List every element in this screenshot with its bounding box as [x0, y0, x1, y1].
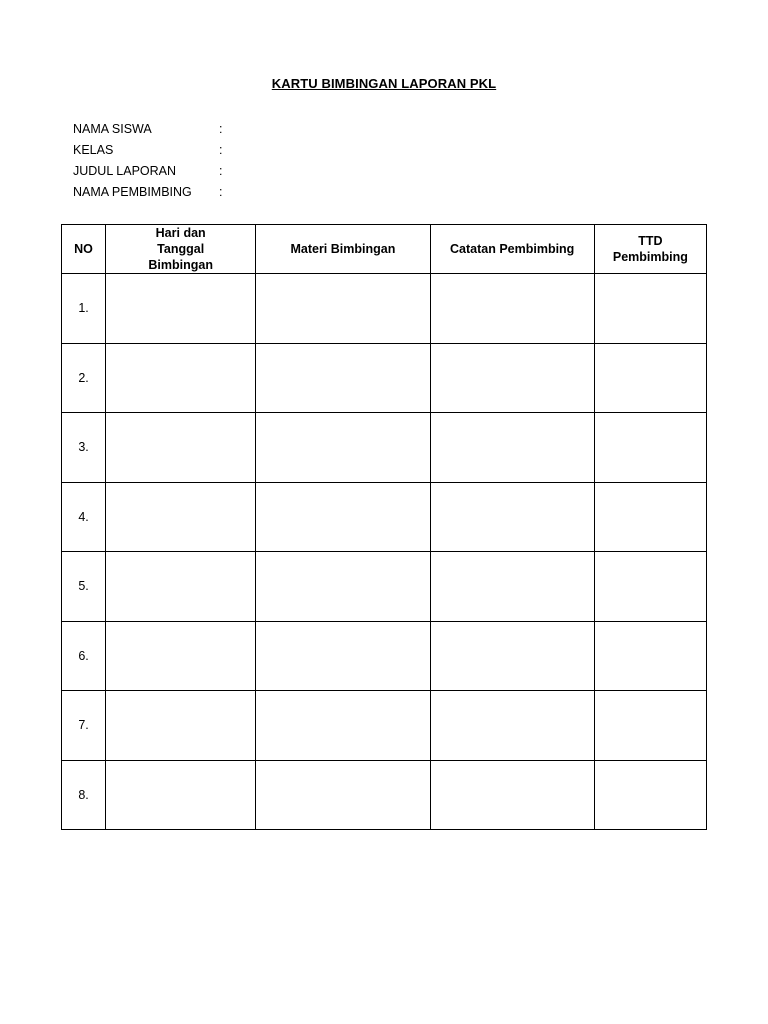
cell-date: [106, 482, 256, 552]
cell-ttd: [594, 760, 706, 830]
cell-no: 1.: [62, 274, 106, 344]
cell-materi: [256, 552, 430, 622]
cell-materi: [256, 621, 430, 691]
table-row: [62, 760, 707, 830]
field-label: NAMA PEMBIMBING: [73, 184, 192, 199]
table-row: [62, 343, 707, 413]
cell-catatan: [430, 274, 594, 344]
student-info-block: [73, 118, 229, 202]
field-colon: :: [219, 121, 223, 136]
table-header-row: [62, 225, 707, 274]
table-row: [62, 482, 707, 552]
cell-materi: [256, 413, 430, 483]
document-title: KARTU BIMBINGAN LAPORAN PKL: [271, 76, 497, 91]
field-label: JUDUL LAPORAN: [73, 163, 177, 178]
cell-no: 4.: [62, 482, 106, 552]
cell-ttd: [594, 343, 706, 413]
cell-catatan: [430, 621, 594, 691]
cell-ttd: [594, 691, 706, 761]
cell-materi: [256, 691, 430, 761]
cell-ttd: [594, 482, 706, 552]
cell-catatan: [430, 413, 594, 483]
cell-ttd: [594, 621, 706, 691]
field-colon: :: [219, 142, 223, 157]
cell-date: [106, 552, 256, 622]
cell-ttd: [594, 552, 706, 622]
cell-no: 2.: [62, 343, 106, 413]
cell-materi: [256, 760, 430, 830]
header-ttd: [594, 225, 706, 274]
cell-date: [106, 760, 256, 830]
cell-materi: [256, 482, 430, 552]
field-label: KELAS: [73, 142, 114, 157]
cell-ttd: [594, 413, 706, 483]
cell-catatan: [430, 482, 594, 552]
cell-no: 6.: [62, 621, 106, 691]
cell-catatan: [430, 343, 594, 413]
cell-catatan: [430, 760, 594, 830]
header-ttd-text: TTD Pembimbing: [612, 234, 688, 264]
table-row: [62, 552, 707, 622]
header-materi: Materi Bimbingan: [256, 225, 430, 274]
cell-date: [106, 621, 256, 691]
table-row: [62, 691, 707, 761]
table-row: [62, 621, 707, 691]
field-colon: :: [219, 184, 223, 199]
field-colon: :: [219, 163, 223, 178]
cell-ttd: [594, 274, 706, 344]
cell-date: [106, 691, 256, 761]
field-class: [73, 139, 229, 160]
cell-catatan: [430, 552, 594, 622]
field-student-name: [73, 118, 229, 139]
cell-no: 7.: [62, 691, 106, 761]
cell-date: [106, 413, 256, 483]
cell-date: [106, 274, 256, 344]
header-no: NO: [62, 225, 106, 274]
cell-catatan: [430, 691, 594, 761]
cell-date: [106, 343, 256, 413]
cell-no: 3.: [62, 413, 106, 483]
field-report-title: [73, 160, 229, 181]
table-row: [62, 413, 707, 483]
cell-no: 8.: [62, 760, 106, 830]
guidance-table: [61, 224, 707, 830]
table-row: [62, 274, 707, 344]
header-date: [106, 225, 256, 274]
field-supervisor-name: [73, 181, 229, 202]
header-catatan: Catatan Pembimbing: [430, 225, 594, 274]
cell-materi: [256, 274, 430, 344]
cell-no: 5.: [62, 552, 106, 622]
field-label: NAMA SISWA: [73, 121, 152, 136]
cell-materi: [256, 343, 430, 413]
header-date-text: Hari dan Tanggal Bimbingan: [148, 226, 213, 272]
